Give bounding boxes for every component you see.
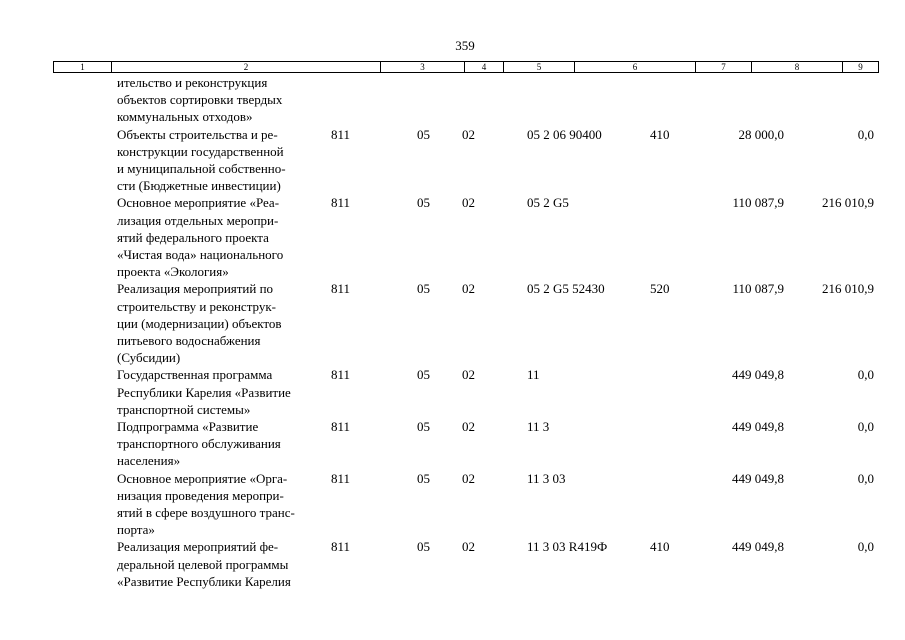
row-amount-2: 0,0 xyxy=(857,539,874,555)
row-subsection: 02 xyxy=(462,126,475,142)
row-target-code: 11 3 xyxy=(527,419,550,435)
row-amount-2: 0,0 xyxy=(857,126,874,142)
row-name: Государственная программа Республики Карелия «Развитие транспортной системы» xyxy=(117,367,291,417)
column-header-7: 7 xyxy=(696,62,752,72)
row-target-code: 11 xyxy=(527,367,540,383)
table-row xyxy=(0,366,905,418)
column-header-8: 8 xyxy=(752,62,843,72)
row-name: Объекты строительства и ре- конструкции государственной и муниципальной собственно- сти (Бюджетные инвестиции) xyxy=(117,126,286,194)
row-expense-type: 410 xyxy=(650,126,670,142)
page-number: 359 xyxy=(455,38,475,53)
table-row xyxy=(0,126,905,195)
row-amount-2: 216 010,9 xyxy=(822,195,874,211)
row-target-code: 05 2 G5 52430 xyxy=(527,281,605,297)
row-grbs: 811 xyxy=(331,539,351,555)
row-name: Основное мероприятие «Реа- лизация отдельных меропри- ятий федерального проекта «Чистая вода» национального проекта «Экология» xyxy=(117,195,284,280)
row-amount-1: 449 049,8 xyxy=(732,367,784,383)
row-section: 05 xyxy=(417,195,430,211)
table-row xyxy=(0,74,905,126)
column-header-5: 5 xyxy=(504,62,575,72)
row-expense-type: 520 xyxy=(650,281,670,297)
row-name: Реализация мероприятий по строительству и реконструк- ции (модернизации) объектов питьевого водоснабжения (Субсидии) xyxy=(117,281,282,366)
row-section: 05 xyxy=(417,281,430,297)
row-amount-2: 216 010,9 xyxy=(822,281,874,297)
row-target-code: 11 3 03 R419Ф xyxy=(527,539,608,555)
table-header xyxy=(53,61,879,73)
column-header-4: 4 xyxy=(465,62,504,72)
table-row xyxy=(0,194,905,280)
row-amount-1: 449 049,8 xyxy=(732,419,784,435)
row-amount-2: 0,0 xyxy=(857,470,874,486)
row-section: 05 xyxy=(417,470,430,486)
column-header-6: 6 xyxy=(575,62,696,72)
row-expense-type: 410 xyxy=(650,539,670,555)
column-header-3: 3 xyxy=(381,62,465,72)
row-amount-1: 110 087,9 xyxy=(732,281,784,297)
table-row xyxy=(0,280,905,366)
row-target-code: 11 3 03 xyxy=(527,470,566,486)
row-grbs: 811 xyxy=(331,281,351,297)
row-amount-2: 0,0 xyxy=(857,419,874,435)
row-grbs: 811 xyxy=(331,195,351,211)
column-header-2: 2 xyxy=(112,62,381,72)
column-header-9: 9 xyxy=(858,62,863,72)
row-grbs: 811 xyxy=(331,470,351,486)
row-section: 05 xyxy=(417,367,430,383)
row-name: ительство и реконструкция объектов сортировки твердых коммунальных отходов» xyxy=(117,75,283,125)
row-grbs: 811 xyxy=(331,126,351,142)
table-row xyxy=(0,538,905,590)
row-section: 05 xyxy=(417,419,430,435)
table-row xyxy=(0,418,905,470)
table-row xyxy=(0,470,905,539)
row-grbs: 811 xyxy=(331,367,351,383)
row-subsection: 02 xyxy=(462,539,475,555)
row-target-code: 05 2 06 90400 xyxy=(527,126,602,142)
row-subsection: 02 xyxy=(462,470,475,486)
row-target-code: 05 2 G5 xyxy=(527,195,569,211)
row-name: Основное мероприятие «Орга- низация проведения меропри- ятий в сфере воздушного транс- порта» xyxy=(117,470,295,538)
row-amount-2: 0,0 xyxy=(857,367,874,383)
table-body xyxy=(0,74,905,590)
row-grbs: 811 xyxy=(331,419,351,435)
row-section: 05 xyxy=(417,126,430,142)
column-header-1: 1 xyxy=(54,62,112,72)
row-subsection: 02 xyxy=(462,419,475,435)
row-subsection: 02 xyxy=(462,195,475,211)
row-amount-1: 449 049,8 xyxy=(732,470,784,486)
row-section: 05 xyxy=(417,539,430,555)
row-subsection: 02 xyxy=(462,367,475,383)
row-amount-1: 28 000,0 xyxy=(738,126,784,142)
row-subsection: 02 xyxy=(462,281,475,297)
row-amount-1: 110 087,9 xyxy=(732,195,784,211)
row-name: Реализация мероприятий фе- деральной целевой программы «Развитие Республики Карелия xyxy=(117,539,291,589)
row-name: Подпрограмма «Развитие транспортного обслуживания населения» xyxy=(117,419,281,469)
row-amount-1: 449 049,8 xyxy=(732,539,784,555)
